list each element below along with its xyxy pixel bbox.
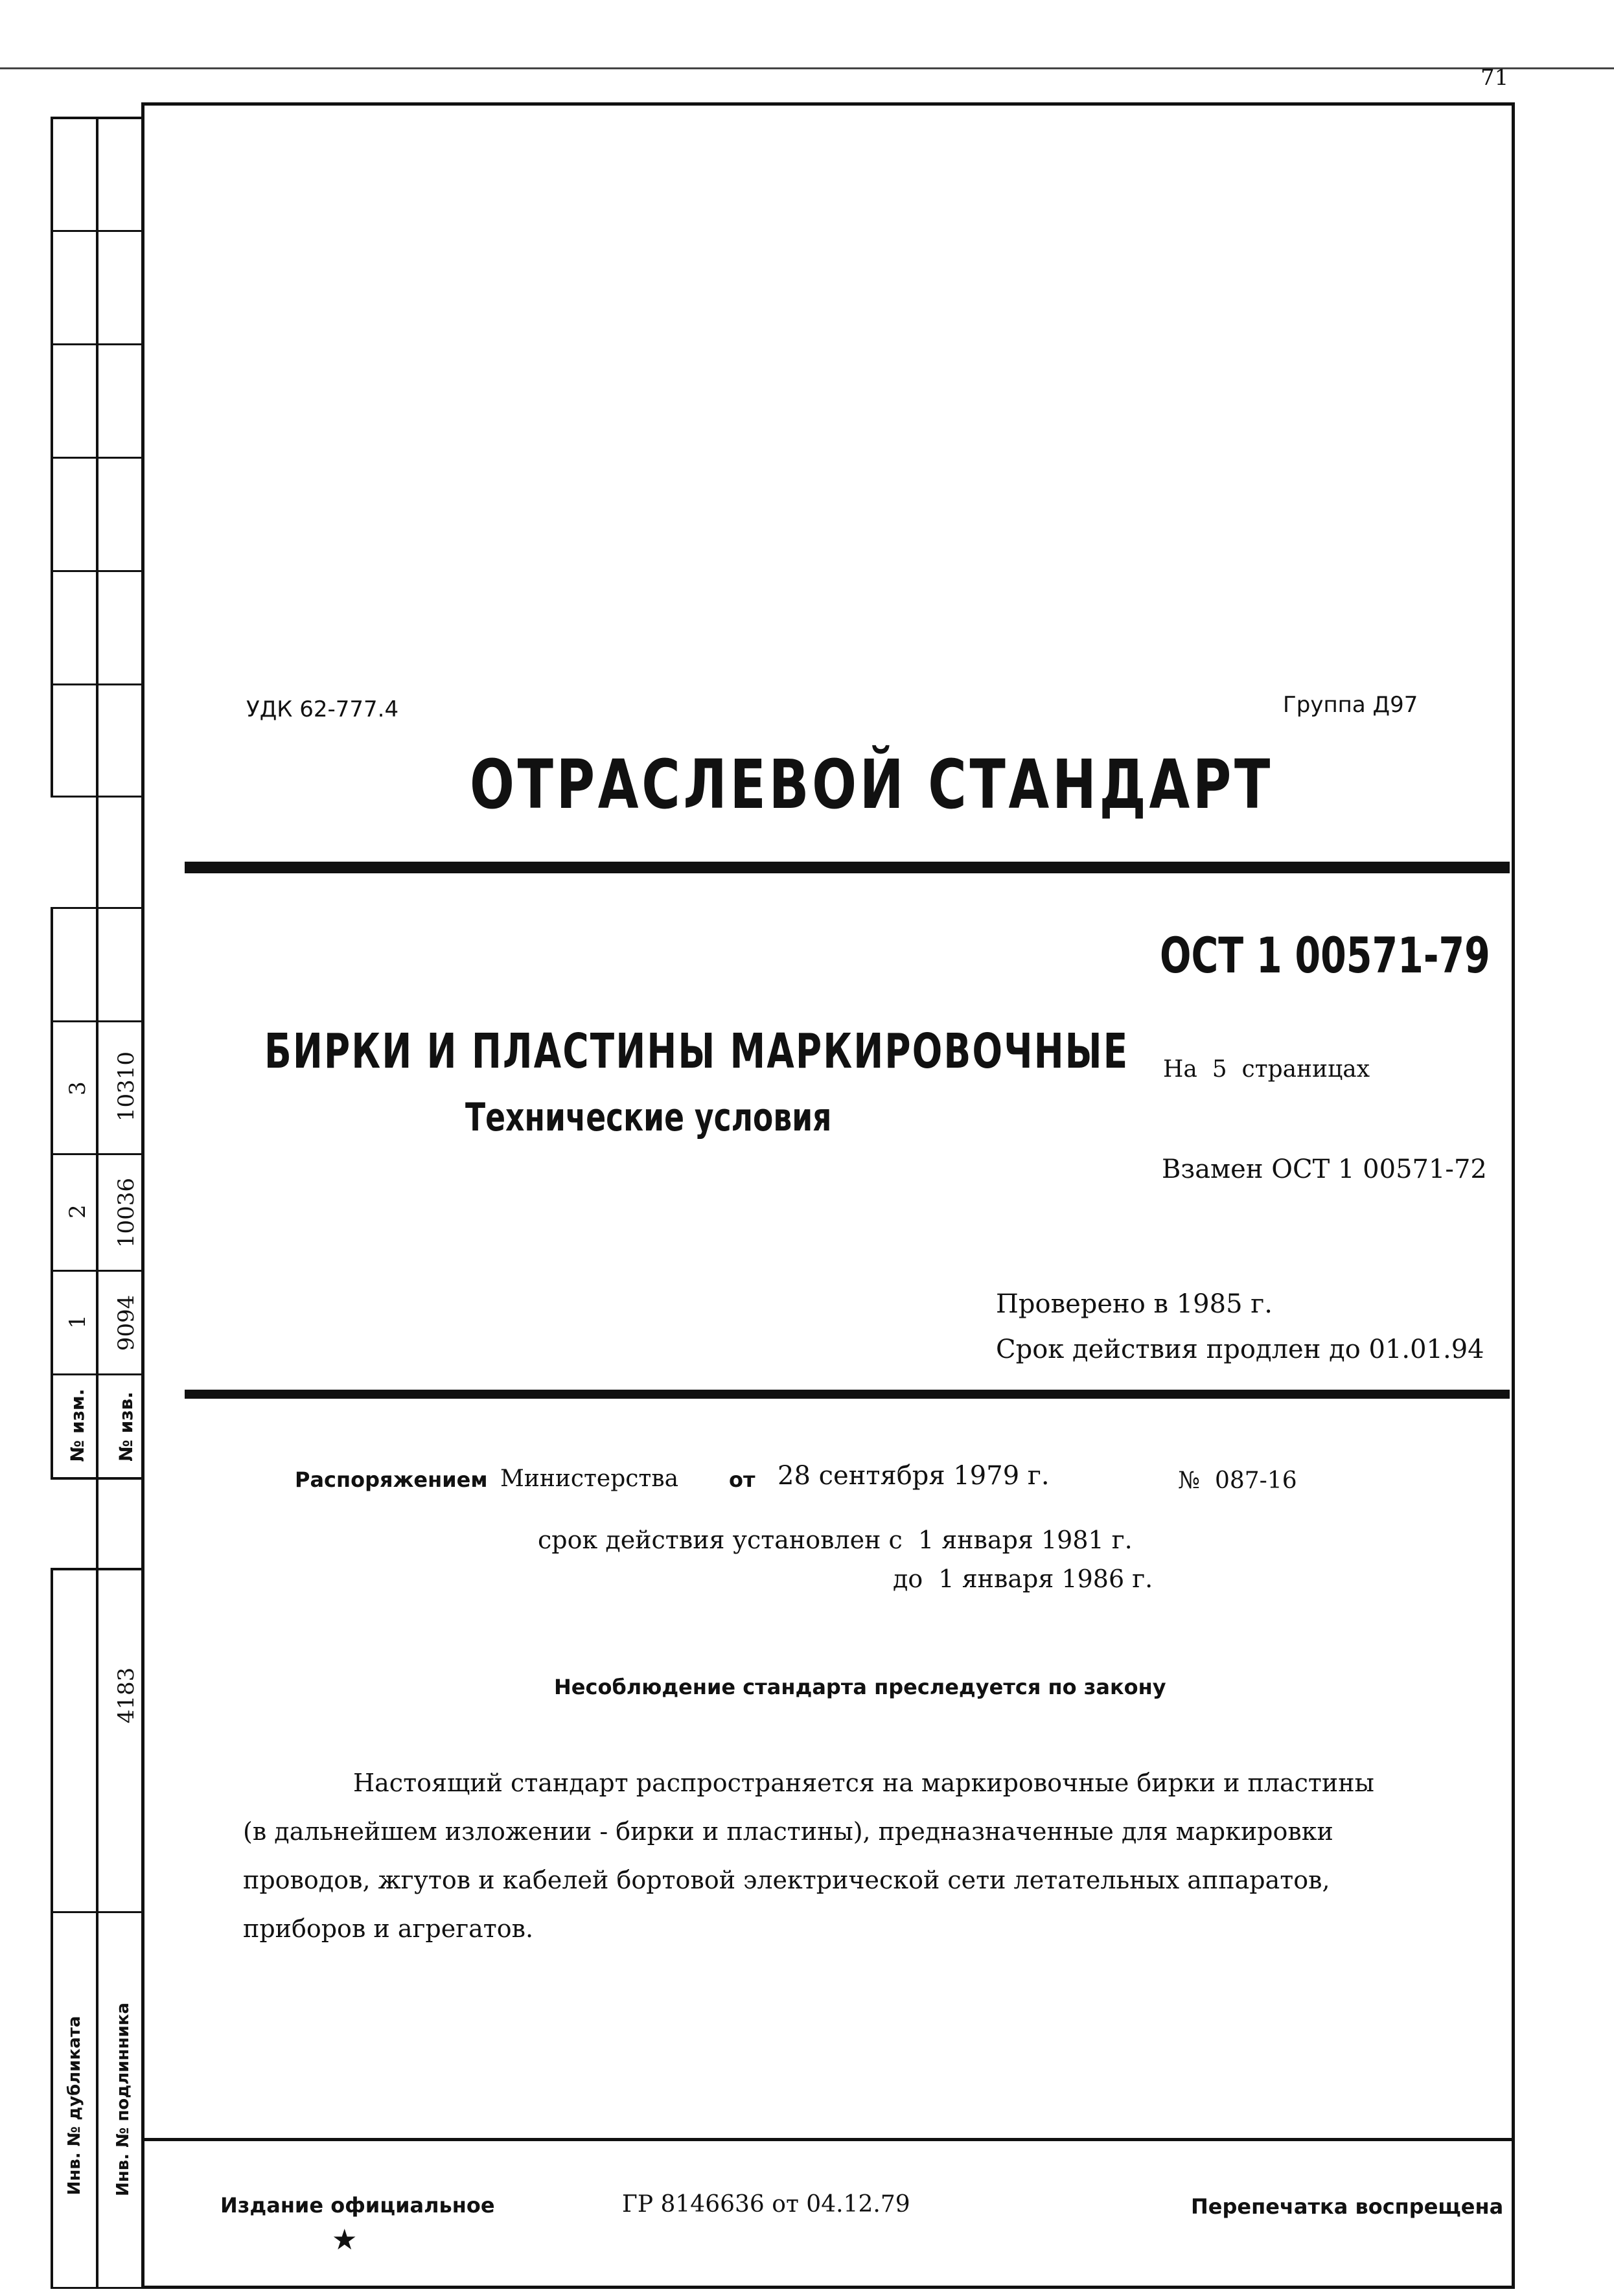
document-title: ОТРАСЛЕВОЙ СТАНДАРТ <box>470 745 1274 824</box>
original-inventory-label: Инв. № подлинника <box>113 2003 133 2196</box>
order-date: 28 сентября 1979 г. <box>778 1461 1050 1491</box>
change-num-3: 3 <box>65 1081 91 1096</box>
change-num-2: 2 <box>65 1204 91 1219</box>
star-icon: ★ <box>332 2223 358 2256</box>
notice-num-1: 9094 <box>113 1294 139 1351</box>
original-inventory-value: 4183 <box>113 1667 139 1724</box>
order-from: от <box>729 1467 755 1492</box>
legal-warning: Несоблюдение стандарта преследуется по закону <box>554 1675 1166 1699</box>
order-label: Распоряжением <box>295 1467 488 1492</box>
validity-start: срок действия установлен с 1 января 1981 г. <box>538 1526 1133 1554</box>
change-num-header: № изм. <box>67 1388 88 1462</box>
body-line: (в дальнейшем изложении - бирки и пластины), предназначенные для маркировки <box>243 1817 1333 1846</box>
group-code: Группа Д97 <box>1283 692 1418 718</box>
change-num-1: 1 <box>65 1314 91 1329</box>
body-line: приборов и агрегатов. <box>243 1914 534 1943</box>
standard-name: БИРКИ И ПЛАСТИНЫ МАРКИРОВОЧНЫЕ <box>264 1024 1129 1079</box>
footer-separator <box>141 2138 1515 2141</box>
reprint-prohibited: Перепечатка воспрещена <box>1191 2194 1504 2219</box>
body-line: проводов, жгутов и кабелей бортовой электрической сети летательных аппаратов, <box>243 1866 1330 1894</box>
order-ministry: Министерства <box>500 1465 679 1492</box>
notice-num-2: 10036 <box>113 1177 139 1248</box>
replaces-standard: Взамен ОСТ 1 00571-72 <box>1162 1154 1487 1184</box>
notice-num-header: № изв. <box>115 1392 137 1462</box>
notice-num-3: 10310 <box>113 1051 139 1122</box>
page-number: 71 <box>1481 65 1509 91</box>
body-line: Настоящий стандарт распространяется на маркировочные бирки и пластины <box>353 1769 1374 1797</box>
official-edition: Издание официальное <box>220 2193 495 2218</box>
order-number: № 087-16 <box>1178 1467 1297 1494</box>
standard-code: ОСТ 1 00571-79 <box>1160 926 1490 984</box>
title-rule <box>185 862 1510 873</box>
validity-extended: Срок действия продлен до 01.01.94 <box>996 1335 1484 1364</box>
registration-number: ГР 8146636 от 04.12.79 <box>622 2191 910 2218</box>
top-rule <box>0 67 1614 69</box>
main-frame <box>141 102 1515 2289</box>
checked-year: Проверено в 1985 г. <box>996 1289 1273 1319</box>
validity-end: до 1 января 1986 г. <box>893 1565 1153 1593</box>
duplicate-inventory-label: Инв. № дубликата <box>65 2015 84 2196</box>
udk-code: УДК 62-777.4 <box>246 696 399 722</box>
standard-rule <box>185 1390 1510 1399</box>
standard-subtitle: Технические условия <box>465 1095 832 1140</box>
page-count: На 5 страницах <box>1163 1056 1370 1083</box>
